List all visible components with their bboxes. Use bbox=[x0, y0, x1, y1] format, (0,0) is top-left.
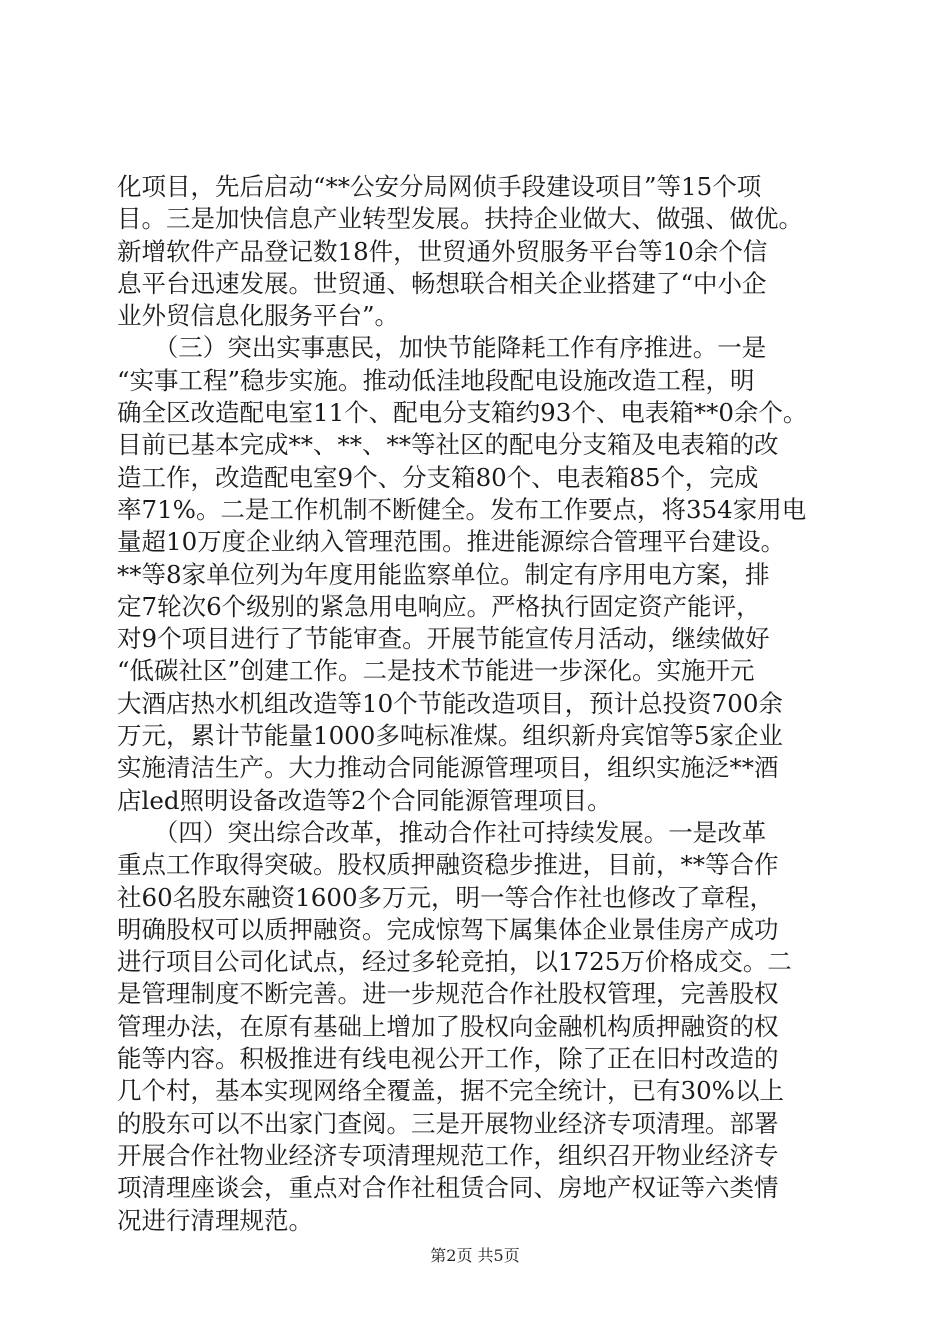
text-line: （四）突出综合改革，推动合作社可持续发展。一是改革 bbox=[117, 817, 767, 847]
text-line: 万元，累计节能量1000多吨标准煤。组织新舟宾馆等5家企业 bbox=[117, 721, 783, 751]
text-line: 是管理制度不断完善。进一步规范合作社股权管理，完善股权 bbox=[117, 979, 779, 1009]
text-line: 店led照明设备改造等2个合同能源管理项目。 bbox=[117, 785, 612, 815]
text-line: 目前已基本完成**、**、**等社区的配电分支箱及电表箱的改 bbox=[117, 430, 779, 460]
text-line: 况进行清理规范。 bbox=[117, 1205, 313, 1235]
text-line: 社60名股东融资1600多万元，明一等合作社也修改了章程， bbox=[117, 882, 775, 912]
text-line: 造工作，改造配电室9个、分支箱80个、电表箱85个，完成 bbox=[117, 462, 759, 492]
text-line: 重点工作取得突破。股权质押融资稳步推进，目前，**等合作 bbox=[117, 850, 779, 880]
text-line: 开展合作社物业经济专项清理规范工作，组织召开物业经济专 bbox=[117, 1140, 779, 1170]
text-line: 目。三是加快信息产业转型发展。扶持企业做大、做强、做优。 bbox=[117, 204, 803, 234]
text-line: （三）突出实事惠民，加快节能降耗工作有序推进。一是 bbox=[117, 333, 767, 363]
text-line: 大酒店热水机组改造等10个节能改造项目，预计总投资700余 bbox=[117, 688, 783, 718]
page-footer: 第2页 共5页 bbox=[430, 1246, 520, 1265]
text-line: 业外贸信息化服务平台”。 bbox=[117, 301, 400, 331]
text-line: 能等内容。积极推进有线电视公开工作，除了正在旧村改造的 bbox=[117, 1044, 779, 1074]
text-line: 对9个项目进行了节能审查。开展节能宣传月活动，继续做好 bbox=[117, 624, 770, 654]
text-line: 化项目，先后启动“**公安分局网侦手段建设项目”等15个项 bbox=[117, 172, 762, 201]
text-line: 量超10万度企业纳入管理范围。推进能源综合管理平台建设。 bbox=[117, 527, 786, 557]
text-line: 的股东可以不出家门查阅。三是开展物业经济专项清理。部署 bbox=[117, 1108, 779, 1138]
text-line: 明确股权可以质押融资。完成惊驾下属集体企业景佳房产成功 bbox=[117, 914, 779, 944]
text-line: 息平台迅速发展。世贸通、畅想联合相关企业搭建了“中小企 bbox=[117, 268, 767, 298]
text-line: 新增软件产品登记数18件，世贸通外贸服务平台等10余个信 bbox=[117, 236, 768, 266]
body-text bbox=[117, 171, 837, 1237]
text-line: 几个村，基本实现网络全覆盖，据不完全统计，已有30%以上 bbox=[117, 1076, 784, 1106]
text-line: **等8家单位列为年度用能监察单位。制定有序用电方案，排 bbox=[117, 559, 770, 589]
text-line: 定7轮次6个级别的紧急用电响应。严格执行固定资产能评， bbox=[117, 591, 761, 621]
text-line: 进行项目公司化试点，经过多轮竞拍，以1725万价格成交。二 bbox=[117, 947, 792, 977]
text-line: 项清理座谈会，重点对合作社租赁合同、房地产权证等六类情 bbox=[117, 1173, 779, 1203]
text-line: “低碳社区”创建工作。二是技术节能进一步深化。实施开元 bbox=[117, 656, 755, 686]
text-line: “实事工程”稳步实施。推动低洼地段配电设施改造工程，明 bbox=[117, 365, 755, 395]
text-line: 实施清洁生产。大力推动合同能源管理项目，组织实施泛**酒 bbox=[117, 753, 779, 783]
text-line: 率71%。二是工作机制不断健全。发布工作要点，将354家用电 bbox=[117, 494, 807, 524]
text-line: 确全区改造配电室11个、配电分支箱约93个、电表箱**0余个。 bbox=[117, 398, 808, 428]
text-line: 管理办法，在原有基础上增加了股权向金融机构质押融资的权 bbox=[117, 1011, 779, 1041]
